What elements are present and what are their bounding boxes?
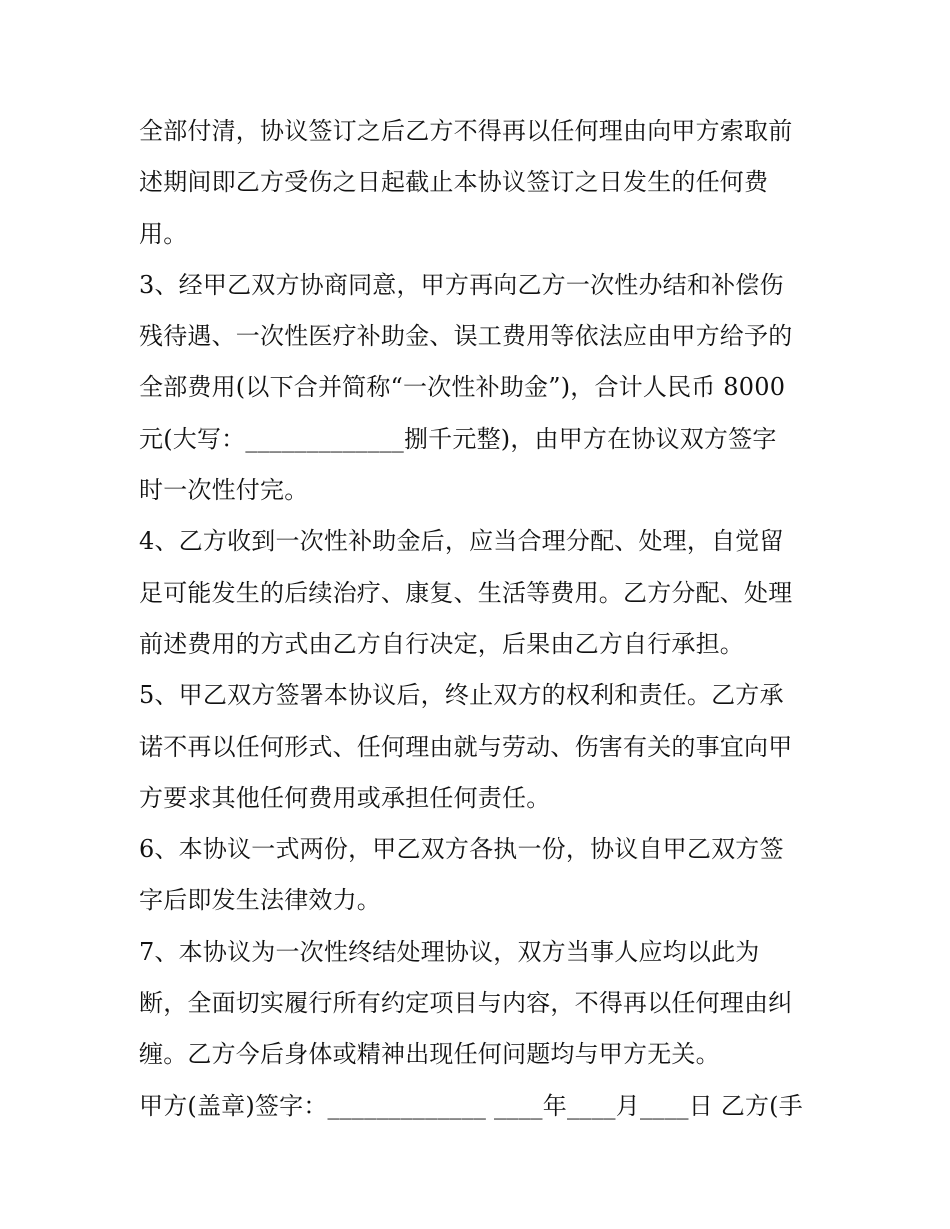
- text-line: 时一次性付完。: [139, 476, 309, 505]
- text-line: 全部费用(以下合并简称“一次性补助金”)，合计人民币 8000: [139, 373, 786, 402]
- text-line: 全部付清，协议签订之后乙方不得再以任何理由向甲方索取前: [139, 117, 793, 145]
- text-line: 前述费用的方式由乙方自行决定，后果由乙方自行承担。: [139, 629, 744, 658]
- clause-3-line: 3、经甲乙双方协商同意，甲方再向乙方一次性办结和补偿伤: [139, 270, 784, 299]
- text-line: 残待遇、一次性医疗补助金、误工费用等依法应由甲方给予的: [139, 322, 793, 351]
- text-line: 足可能发生的后续治疗、康复、生活等费用。乙方分配、处理: [139, 578, 793, 607]
- clause-4-line: 4、乙方收到一次性补助金后，应当合理分配、处理，自觉留: [139, 527, 784, 556]
- text-line: 字后即发生法律效力。: [139, 886, 381, 915]
- text-line: 元(大写：_____________捌千元整)，由甲方在协议双方签字: [139, 424, 777, 453]
- text-line: 诺不再以任何形式、任何理由就与劳动、伤害有关的事宜向甲: [139, 732, 793, 761]
- text-line: 方要求其他任何费用或承担任何责任。: [139, 783, 551, 812]
- clause-5-line: 5、甲乙双方签署本协议后，终止双方的权利和责任。乙方承: [139, 681, 784, 710]
- text-line: 断，全面切实履行所有约定项目与内容，不得再以任何理由纠: [139, 989, 793, 1018]
- text-line: 用。: [139, 219, 188, 248]
- agreement-text: [139, 106, 819, 1132]
- signature-line: 甲方(盖章)签字：_____________ ____年____月____日 乙方(手: [139, 1091, 803, 1120]
- text-line: 缠。乙方今后身体或精神出现任何问题均与甲方无关。: [139, 1040, 720, 1069]
- clause-7-line: 7、本协议为一次性终结处理协议，双方当事人应均以此为: [139, 937, 760, 966]
- clause-6-line: 6、本协议一式两份，甲乙双方各执一份，协议自甲乙双方签: [139, 835, 784, 864]
- text-line: 述期间即乙方受伤之日起截止本协议签订之日发生的任何费: [139, 168, 769, 197]
